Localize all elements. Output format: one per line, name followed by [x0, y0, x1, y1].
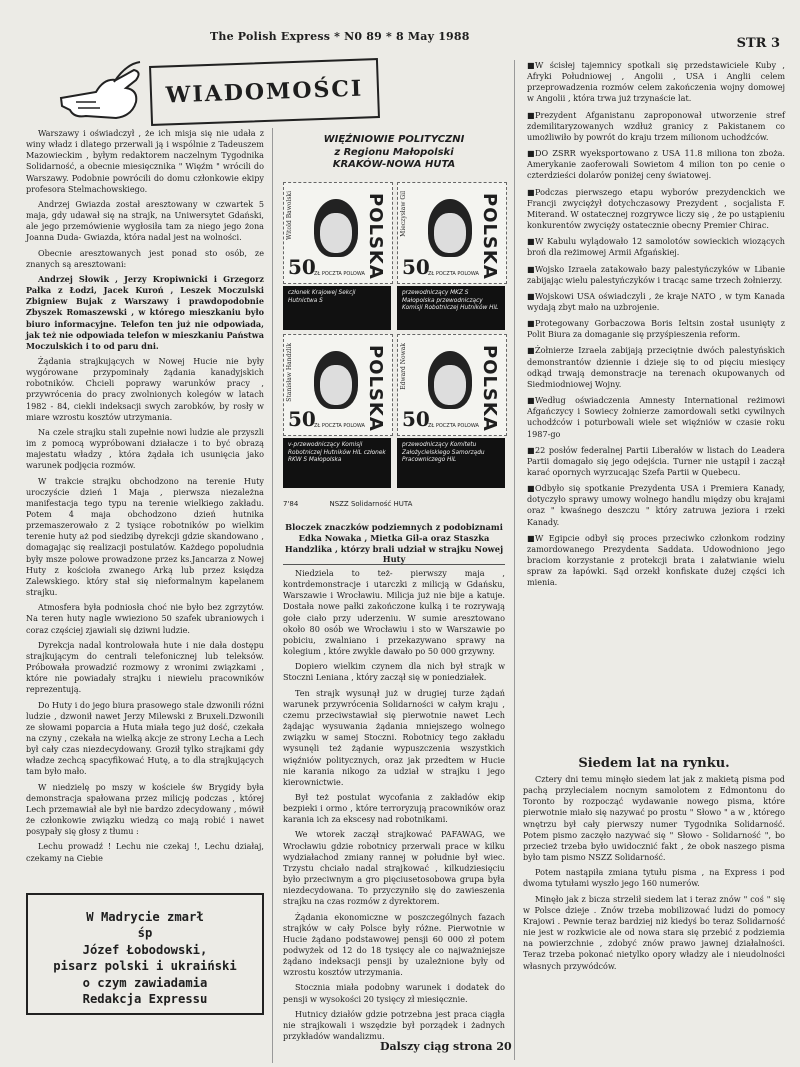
- news-item: ■Według oświadczenia Amnesty International reżimowi Afgańczycy i Sowiecy żołnierze zamordowali setki cywilnych uchodźców i poturbowali wiele set więźniów w czasie roku 1987-go: [527, 395, 785, 439]
- article-column-3: [523, 774, 785, 976]
- paragraph: Dopiero wielkim czynem dla nich był strajk w Stoczni Leniana , który zaczął się w poniedziałek.: [283, 661, 505, 683]
- paragraph: Hutnicy działów gdzie potrzebna jest praca ciągła nie strajkowali i wszędzie był porządek i żadnych przykładów wandalizmu.: [283, 1008, 505, 1042]
- paragraph: Niedziela to też- pierwszy maja , kontrdemonstracje i utarczki z milicją w Gdańsku, Warszawie i Wrocławiu. Milicja już nie bije a katuje. Dostała nowe pałki zakończone kulką i te rozrywają gołe ciało przy uderzeniu. W sumie aresztowano około 80 osób we Wrocławiu i sto w Warszawie po pobiciu, zwalniano i przekazywano sprawy na kolegium , które zwykle dawało po 50 000 grzywny.: [283, 568, 505, 657]
- paragraph: We wtorek zaczął strajkować PAFAWAG, we Wrocławiu gdzie robotnicy przerwali prace w kilku wydziałachod zmiany rannej w południe był wiec. Trzystu chciało nadal strajkować , kilkudziesięciu było przeciwnym a gro pięciusetosobowa grupa była niezdecydowana. To przyczyniło się do zawieszenia strajku na czas rozmów z dyrektorem.: [283, 829, 505, 907]
- news-item: ■W Egipcie odbył się proces przeciwko członkom rodziny zamordowanego Prezydenta Saddata. Udowodniono jego braciom korzystanie z protekcji brata i załatwianie wielu spraw za łapówki. Sąd orzekł konfiskate dużej części ich mienia.: [527, 532, 785, 588]
- stamp-caption-box: v-przewodniczący Komisji Robotniczej Hutników HiL członek RKW S Małopolska: [283, 438, 391, 488]
- paragraph: Na czele strajku stali zupełnie nowi ludzie ale przyszli im z pomocą wypróbowani działacze i to być obrazą majestatu władzy , która żądała ich usunięcia jako warunek podjęcia rozmów.: [26, 426, 264, 471]
- paragraph: Był też postulat wycofania z zakładów ekip bezpieki i ormo , które terroryzują pracowników oraz karania ich za ekscesy nad robotnikami.: [283, 791, 505, 825]
- paragraph: Obecnie aresztowanych jest ponad sto osób, ze znanych są aresztowani:: [26, 247, 264, 269]
- paragraph: Minęło jak z bicza strzelił siedem lat i teraz znów " coś " się w Polsce dzieje . Znów trzeba mobilizować ludzi do pomocy Krajowi . Pewnie teraz bardziej niż kiedyś bo teraz Solidarność nie jest w rozkwicie ale od nowa stara się przebić z podziemia na powierzchnie , zdobyć znów prawo jawnej działalności. Teraz trzeba pokonać nietylko opory władzy ale i nieudolności własnych przywódców.: [523, 893, 785, 971]
- news-item: ■Żołnierze Izraela zabijają przeciętnie dwóch palestyńskich demonstrantów dziennie i dzieje się to od pięciu miesięcy odkąd trwają demonstracje na terenach okupowanych od Siedmiodniowej Wojny.: [527, 345, 785, 389]
- news-item: ■W ścisłej tajemnicy spotkali się przedstawiciele Kuby , Afryki Południowej , Angolii , USA i Anglii celem przeprowadzenia rozmów celem zakończenia wojny domowej w Angolii , która trwa już trzynaście lat.: [527, 60, 785, 104]
- obituary-line: pisarz polski i ukraiński: [53, 959, 237, 974]
- section-masthead: WIADOMOŚCI: [149, 58, 380, 126]
- column-divider: [272, 128, 273, 1063]
- news-item: ■Podczas pierwszego etapu wyborów prezydenckich we Francji zwyciężył dotychczasowy Prezydent , socjalista F. Miterand. W ostatecznej rozgrywce liczy się , że po ustąpieniu konkurentów zwycięży ostatecznie obecny Premier Chirac.: [527, 186, 785, 231]
- obituary-line: o czym zawiadamia: [82, 975, 208, 990]
- article-headline: Siedem lat na rynku.: [578, 756, 730, 771]
- paragraph: Andrzej Słowik , Jerzy Kropiwnicki i Grzegorz Pałka z Łodzi, Jacek Kuroń , Leszek Moczulski Zbigniew Bujak z Warszawy i prawdopodobnie Zbyszek Romaszewski , w którego mieszkaniu było biuro informacyjne. Telefon ten już nie odpowiada, jak też nie odpowiada telefon w mieszkaniu Państwa Moczulskich i to od paru dni.: [26, 273, 264, 351]
- article-column-2: [283, 568, 505, 1046]
- paragraph: Ten strajk wysunął już w drugiej turze żądań warunek przywrócenia Solidarności w całym kraju , czemu przeciwstawiał się pierwotnie nawet Lech żądając wysuwania żądania mniejszego wolnego związku w samej Stoczni. Robotnicy tego zakładu wysunęli też żądanie wypuszczenia wszystkich więźniów politycznych, oraz jak przedtem w Hucie nie karania nikogo za udział w strajku i jego kierownictwie.: [283, 687, 505, 787]
- paragraph: Cztery dni temu minęło siedem lat jak z makietą pisma pod pachą przylecialem nocnym samolotem z Edmontonu do Toronto by rozpocząć wydawanie nowego pisma, które pierwotnie miało się nazywać po prostu " Słowo " a w , którego wnętrzu był cały pierwszy numer Tygodnika Solidarność. Potem pismo zaczęło nazywać się " Słowo - Solidarność ", bo przecież trzeba było uwidocznić fakt , że obok naszego pisma było tam pismo NSZZ Solidarność.: [523, 774, 785, 863]
- stamp-caption: Bloczek znaczków podziemnych z podobiznami Edka Nowaka , Mietka Gil-a oraz Staszka Handzlika , którzy brali udział w strajku Nowej Huty: [284, 522, 504, 565]
- paragraph: Warszawy i oświadczył , że ich misja się nie udała z winy władz i dlatego przerwali ją i wspólnie z Tadeuszem Mazowieckim , byłym redaktorem naczelnym Tygodnika Solidarność, a obecnie miesięcznika " Więźm " wrócili do Warszawy. Podobnie powrócili do domu członkowie ekipy profesora Stelmachowskiego.: [26, 128, 264, 194]
- paragraph: Żądania strajkujących w Nowej Hucie nie były wygórowane przypominały żądania kanadyjskich robotników. Chcieli poprawy warunków pracy , przywrócenia do pracy zwolnionych kolegów w latach 1982 - 84, ciekli indeksacji swych zarobków, by rosły w miare wzrostu kosztów utrzymania.: [26, 355, 264, 422]
- paragraph: Dyrekcja nadal kontrolowała hute i nie dała dostępu strajkującym do centrali telefonicznej lub teleksów. Próbowała prowadzić rozmowy z wronimi związkami , które nie powiadały strajku i niewielu pracowników reprezentują.: [26, 639, 264, 695]
- paragraph: Andrzej Gwiazda został aresztowany w czwartek 5 maja, gdy udawał się na strajk, na Uniwersytet Gdański, ale jego przemówienie wygłosiła tam za niego jego żona Joanna Duda- Gwiazda, która nadal jest na wolności.: [26, 198, 264, 243]
- continuation-note: Dalszy ciąg strona 20: [380, 1040, 512, 1053]
- running-header: The Polish Express * N0 89 * 8 May 1988: [210, 30, 470, 43]
- obituary-line: Redakcja Expressu: [82, 992, 208, 1007]
- stamp-sheet-note: 7'84 NSZZ Solidarność HUTA: [283, 500, 413, 508]
- stamp: Witold Bawolski POLSKA 50 ZŁ POCZTA POLOWA: [283, 182, 393, 284]
- news-item: ■Protegowany Gorbaczowa Boris Ieltsin został usunięty z Polit Biura za domaganie się przyśpieszenia reform.: [527, 318, 785, 340]
- stamp: Edward Nowak POLSKA 50 ZŁ POCZTA POLOWA: [397, 334, 507, 436]
- paragraph: W niedzielę po mszy w kościele św Brygidy była demonstracja spałowana przez milicję podczas , której Lech przemawiał ale był nie bardzo zdecydowany , mówił że członkowie związku wiedzą co mają robić i nawet posypały się głosy z tłumu :: [26, 781, 264, 837]
- news-item: ■Odbyło się spotkanie Prezydenta USA i Premiera Kanady, dotyczyło sprawy umowy wolnego handlu między obu krajami oraz " kwaśnego deszczu " który zatruwa jeziora i rzeki Kanady.: [527, 483, 785, 527]
- obituary-line: śp: [137, 926, 153, 941]
- stamp-caption-box: przewodniczący Komitetu Założycielskiego Samorządu Pracowniczego HiL: [397, 438, 505, 488]
- news-item: ■W Kabulu wylądowało 12 samolotów sowieckich wiozących broń dla reżimowej Armii Afgańskiej.: [527, 236, 785, 258]
- article-column-1: [26, 128, 264, 868]
- stamps-title: WIĘŹNIOWIE POLITYCZNI z Regionu Małopolski KRAKÓW-NOWA HUTA: [323, 134, 465, 170]
- pointing-hand-icon: [56, 58, 146, 128]
- column-divider: [514, 60, 515, 1060]
- page-number: STR 3: [736, 36, 780, 51]
- news-briefs-column: [523, 60, 785, 594]
- paragraph: Do Huty i do jego biura prasowego stale dzwonili różni ludzie , dzwonił nawet Jerzy Milewski z Bruxeli.Dzwonili ze słowami poparcia a Huta miała tego już dość, czekała na czyny , czekała na wielką akcje ze strony Lecha a Lech był cały czas niezdecydowany. Groził tylko strajkami gdy władze zechcą spacyfikować Hutę, a to dla strajkujących tam było mało.: [26, 699, 264, 777]
- caption-rule: [283, 564, 505, 565]
- paragraph: Atmosfera była podniosła choć nie było bez zgrzytów. Na teren huty nagle wwieziono 50 szafek ubraniowych i coraz częściej zjawiali się dziwni ludzie.: [26, 602, 264, 635]
- obituary-line: W Madrycie zmarł: [86, 910, 204, 924]
- stamp-sheet: [283, 182, 505, 514]
- paragraph: Lechu prowadź ! Lechu nie czekaj !, Lechu działaj, czekamy na Ciebie: [26, 841, 264, 863]
- news-item: ■DO ZSRR wyeksportowano z USA 11.8 miliona ton zboża. Amerykanie zaoferowali Sowietom 4 milion ton po cenie o czterdzieści dolarów poniżej ceny światowej.: [527, 148, 785, 181]
- paragraph: W trakcie strajku obchodzono na terenie Huty uroczyście dzień 1 Maja , pierwsza niezależna manifestacja tego typu na terenie wielkiego zakładu. Potem 4 maja obchodzono dzień hutnika przemaszerowało z 2 tysiące robotników po wielkim terenie huty aż pod siedzibę dyrekcji gdzie skandowano , domagając się realizacji postulatów. Każdego popoludnia były msze polowe prowadzone przez ks.Jancarza z Nowej Huty z kościoła zwanego Arką lub przez księdza Zalewskiego. który stał się nieformalnym kapelanem strajku.: [26, 475, 264, 598]
- stamp: Stanisław Handzlik POLSKA 50 ZŁ POCZTA POLOWA: [283, 334, 393, 436]
- news-item: ■22 posłów federalnej Partii Liberałów w listach do Leadera Partii domagało się jego odejścia. Turner nie ustąpił i zaczął karać opornych wyrzucając Szefa Partii w Quebecu.: [527, 444, 785, 477]
- stamp: Mieczysław Gil POLSKA 50 ZŁ POCZTA POLOWA: [397, 182, 507, 284]
- news-item: ■Wojskowi USA oświadczyli , że kraje NATO , w tym Kanada wydają zbyt mało na uzbrojenie.: [527, 290, 785, 312]
- paragraph: Żądania ekonomiczne w poszczególnych fazach strajków w cały Polsce były różne. Pierwotnie w Hucie żądano podstawowej pensji 60 000 zł potem podwyżek od 12 do 18 tysięcy ale co najważniejsze żądano indeksacji pensji by uzależnione były od wzrostu kosztów utrzymania.: [283, 911, 505, 978]
- paragraph: Potem nastąpiła zmiana tytułu pisma , na Express i pod dwoma tytułami wyszło jego 160 numerów.: [523, 867, 785, 889]
- news-item: ■Prezydent Afganistanu zaproponował utworzenie stref zdemilitaryzowanych wzdłuż granicy z Pakistanem co umożliwiło by powrót do kraju trzem milionom uchodźców.: [527, 109, 785, 142]
- paragraph: Stocznia miała podobny warunek i dodatek do pensji w wysokości 20 tysięcy zł miesięcznie.: [283, 982, 505, 1004]
- obituary-box: [26, 893, 264, 1015]
- news-item: ■Wojsko Izraela zatakowało bazy palestyńczyków w Libanie zabijając wielu palestyńczyków i tracąc same trzech żołnierzy.: [527, 263, 785, 285]
- stamp-caption-box: przewodniczący MKZ S Małopolska przewodniczący Komisji Robotniczej Hutników HiL: [397, 286, 505, 330]
- obituary-line: Józef Łobodowski,: [82, 942, 208, 957]
- stamp-caption-box: członek Krajowej Sekcji Hutnictwa S: [283, 286, 391, 330]
